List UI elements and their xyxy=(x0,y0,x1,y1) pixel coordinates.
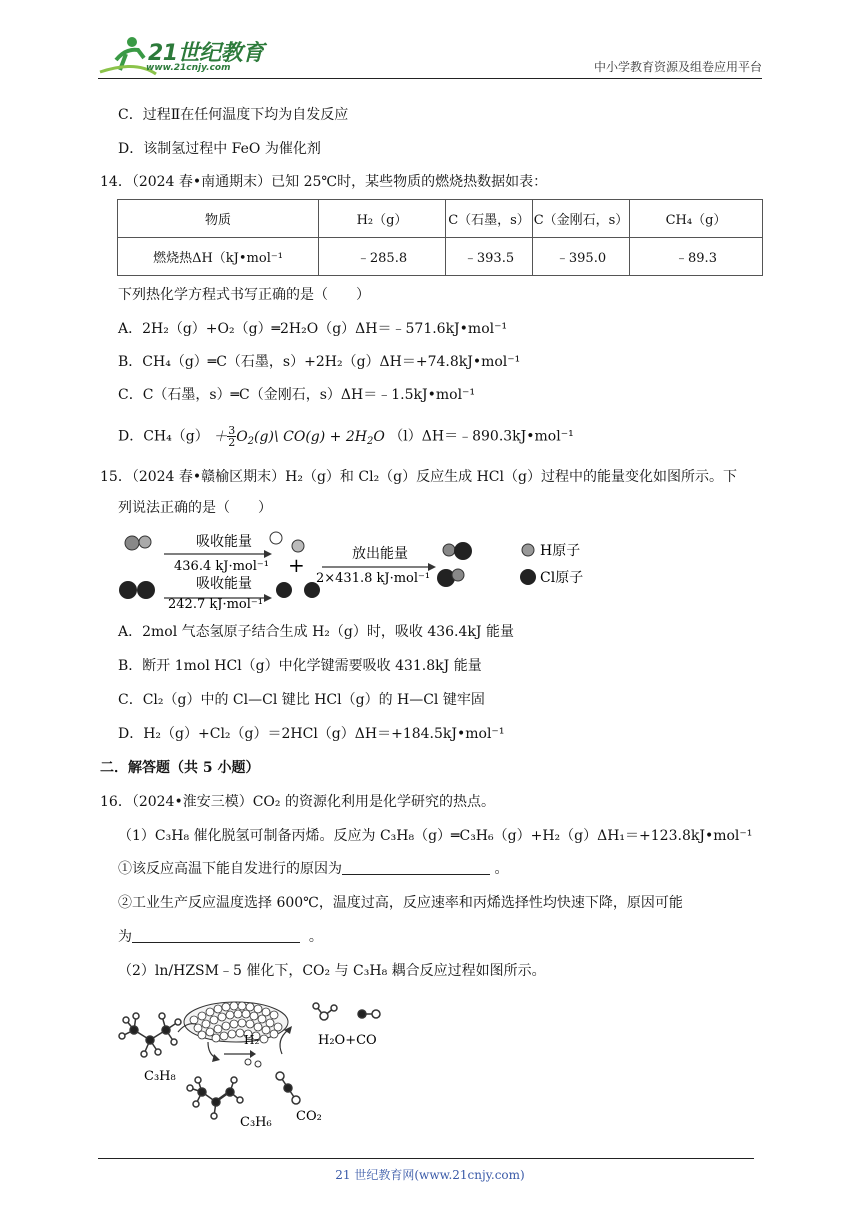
absorb-label-2: 吸收能量 xyxy=(196,576,252,592)
propene-molecule-icon xyxy=(187,1077,243,1119)
table-header-ch4: CH₄（g） xyxy=(630,200,763,238)
q14-question: 下列热化学方程式书写正确的是（ ） xyxy=(118,287,370,303)
release-label: 放出能量 xyxy=(352,546,408,562)
q16-stem: 16．（2024•淮安三模）CO₂ 的资源化利用是化学研究的热点。 xyxy=(100,794,495,810)
answer-blank-1[interactable] xyxy=(342,860,490,875)
header-platform-text: 中小学教育资源及组卷应用平台 xyxy=(593,60,762,74)
q16-part1-sub2-end: 。 xyxy=(308,929,323,945)
table-cell-graphite: ﹣393.5 xyxy=(446,238,533,276)
table-header-h2: H₂（g） xyxy=(319,200,446,238)
q14-stem: 14．（2024 春•南通期末）已知 25℃时，某些物质的燃烧热数据如表： xyxy=(100,174,548,190)
table-cell-h2: ﹣285.8 xyxy=(319,238,446,276)
label-c3h8: C₃H₈ xyxy=(144,1069,176,1084)
q14-option-d xyxy=(118,425,574,448)
q14-option-d-prefix: D．CH₄（g） xyxy=(118,428,209,445)
footer-divider xyxy=(98,1158,754,1159)
label-h2: H₂ xyxy=(244,1033,260,1047)
label-c3h6: C₃H₆ xyxy=(240,1115,272,1130)
label-co2: CO₂ xyxy=(296,1109,322,1124)
q14-option-d-suffix: （l）ΔH＝﹣890.3kJ•mol⁻¹ xyxy=(389,428,574,445)
q16-part2: （2）ln/HZSM﹣5 催化下，CO₂ 与 C₃H₈ 耦合反应过程如图所示。 xyxy=(118,963,546,979)
absorb-value-1: 436.4 kJ·mol⁻¹ xyxy=(174,559,269,574)
q15-option-a: A．2mol 气态氢原子结合生成 H₂（g）时，吸收 436.4kJ 能量 xyxy=(118,624,514,640)
release-value: 2×431.8 kJ·mol⁻¹ xyxy=(316,571,431,586)
q16-part1-sub1-end: 。 xyxy=(494,861,509,877)
q14-option-c: C．C（石墨，s）═C（金刚石，s）ΔH＝﹣1.5kJ•mol⁻¹ xyxy=(118,387,476,403)
q16-part1-sub2-prefix: 为 xyxy=(118,929,132,945)
legend-h-atom: H原子 xyxy=(540,543,581,559)
table-header-diamond: C（金刚石，s） xyxy=(533,200,630,238)
q16-part1-sub1-text: ①该反应高温下能自发进行的原因为 xyxy=(118,861,342,877)
table-header-graphite: C（石墨，s） xyxy=(446,200,533,238)
legend-cl-atom: Cl原子 xyxy=(540,570,584,586)
answer-blank-2[interactable] xyxy=(132,928,300,943)
q14-option-b: B．CH₄（g）═C（石墨，s）+2H₂（g）ΔH＝+74.8kJ•mol⁻¹ xyxy=(118,354,521,370)
q16-part1-sub2: ②工业生产反应温度选择 600℃，温度过高，反应速率和丙烯选择性均快速下降，原因可能 xyxy=(118,895,683,911)
table-cell-diamond: ﹣395.0 xyxy=(533,238,630,276)
logo-text: 21世纪教育 xyxy=(148,41,264,66)
q15-stem-line1: 15．（2024 春•赣榆区期末）H₂（g）和 Cl₂（g）反应生成 HCl（g）过程中的能量变化如图所示。下 xyxy=(100,469,737,485)
table-row-label: 燃烧热ΔH（kJ•mol⁻¹ xyxy=(118,238,319,276)
q15-option-c: C．Cl₂（g）中的 Cl—Cl 键比 HCl（g）的 H—Cl 键牢固 xyxy=(118,692,485,708)
co2-molecule-icon xyxy=(276,1072,300,1104)
table-row xyxy=(118,238,763,276)
q16-part1-sub1 xyxy=(118,859,508,879)
section-heading: 二．解答题（共 5 小题） xyxy=(100,760,260,776)
q15-option-b: B．断开 1mol HCl（g）中化学键需要吸收 431.8kJ 能量 xyxy=(118,658,482,674)
header-divider xyxy=(98,78,762,79)
table-cell-ch4: ﹣89.3 xyxy=(630,238,763,276)
footer-text: 21 世纪教育网(www.21cnjy.com) xyxy=(335,1168,525,1182)
q15-option-d: D．H₂（g）+Cl₂（g）＝2HCl（g）ΔH＝+184.5kJ•mol⁻¹ xyxy=(118,726,505,742)
q16-part1-sub2-cont xyxy=(118,927,323,947)
absorb-value-2: 242.7 kJ·mol⁻¹ xyxy=(168,597,263,610)
zeolite-catalyst-icon xyxy=(184,1002,288,1043)
q14-option-d-formula: ＋3 $2O_2(g)\backslash$ $CO(g) + 2H_2O$ xyxy=(213,424,385,449)
propane-molecule-icon xyxy=(119,1013,181,1057)
q16-part1: （1）C₃H₈ 催化脱氢可制备丙烯。反应为 C₃H₈（g）═C₃H₆（g）+H₂（g）ΔH₁＝+123.8kJ•mol⁻¹ xyxy=(118,828,753,844)
q13-option-c: C．过程Ⅱ在任何温度下均为自发反应 xyxy=(118,107,349,123)
logo-url: www.21cnjy.com xyxy=(146,63,231,73)
coupling-reaction-diagram xyxy=(116,992,396,1132)
energy-change-diagram xyxy=(116,526,596,610)
q15-stem-line2: 列说法正确的是（ ） xyxy=(118,500,272,516)
q14-option-a: A．2H₂（g）+O₂（g）═2H₂O（g）ΔH＝﹣571.6kJ•mol⁻¹ xyxy=(118,321,508,337)
products-molecule-icon xyxy=(313,1003,380,1020)
fuel-heat-table xyxy=(117,199,763,276)
label-h2o-co: H₂O+CO xyxy=(318,1033,377,1048)
absorb-label-1: 吸收能量 xyxy=(196,534,252,550)
table-row xyxy=(118,200,763,238)
table-header-substance: 物质 xyxy=(118,200,319,238)
q13-option-d: D．该制氢过程中 FeO 为催化剂 xyxy=(118,141,321,157)
plus-sign: + xyxy=(288,553,305,577)
